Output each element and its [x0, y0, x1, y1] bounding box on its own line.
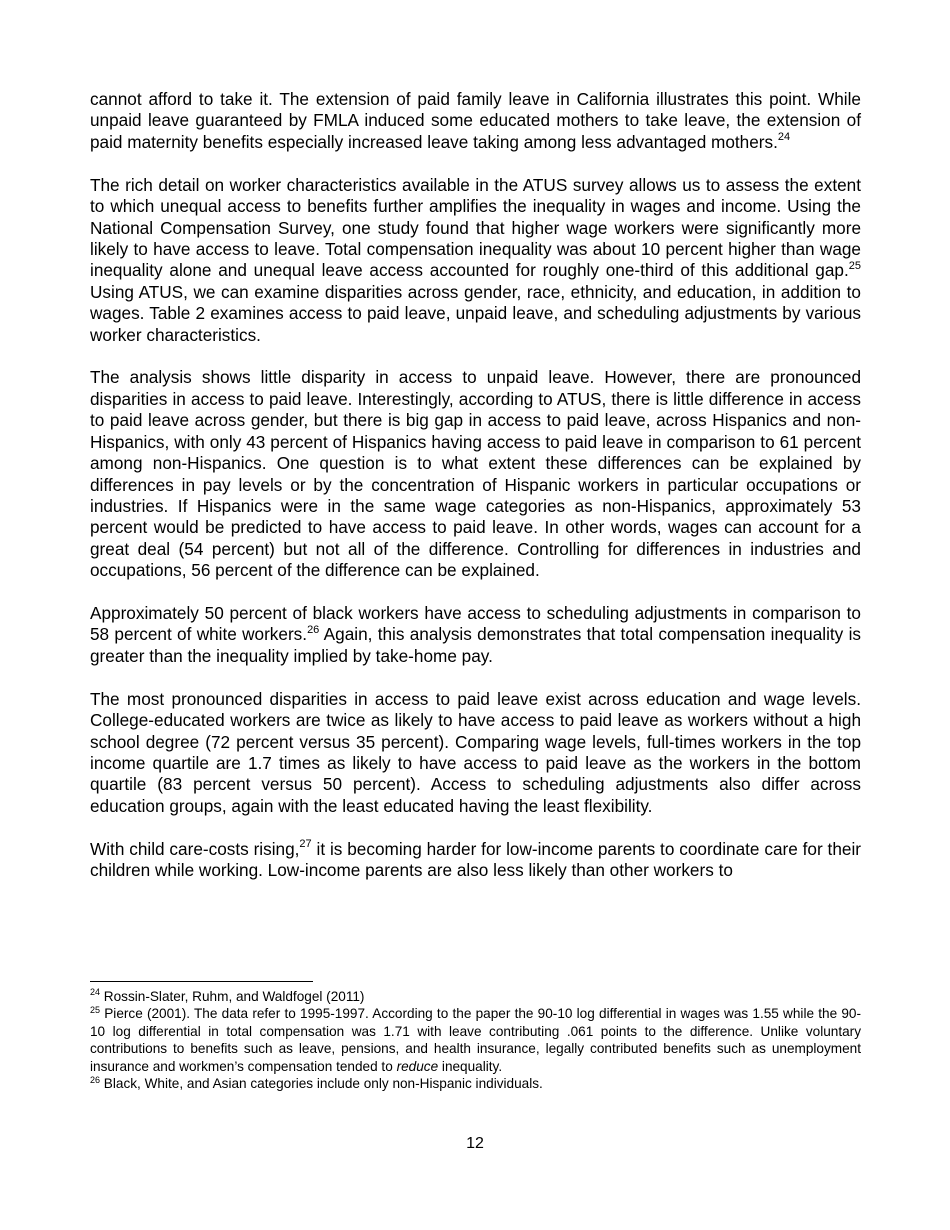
footnote-text: Black, White, and Asian categories include only non-Hispanic individuals. — [100, 1076, 543, 1092]
paragraph-text: Approximately 50 percent of black workers have access to scheduling adjustments in comparison to 58 percent of white workers. — [90, 603, 861, 645]
paragraph — [90, 89, 861, 153]
document-body — [90, 89, 861, 903]
paragraph — [90, 689, 861, 817]
footnote-text: Pierce (2001). The data refer to 1995-1997. According to the paper the 90-10 log differential in wages was 1.55 while the 90-10 log differential in total compensation was 1.71 with leave contributing .061 points to the difference. Unlike voluntary contributions to benefits such as leave, pensions, and health insurance, legally contributed benefits such as unemployment insurance and workmen’s compensation tended to — [90, 1006, 861, 1074]
paragraph — [90, 603, 861, 667]
footnote — [90, 1005, 861, 1075]
footnote — [90, 1075, 861, 1092]
footnote-ref[interactable]: 26 — [307, 623, 320, 636]
footnote-separator — [90, 981, 313, 982]
footnote-number: 26 — [90, 1074, 101, 1085]
paragraph-text: The analysis shows little disparity in access to unpaid leave. However, there are pronounced disparities in access to paid leave. Interestingly, according to ATUS, there is little difference in access to paid leave across gender, but there is big gap in access to paid leave, across Hispanics and non-Hispanics, with only 43 percent of Hispanics having access to paid leave in comparison to 61 percent among non-Hispanics. One question is to what extent these differences can be explained by differences in pay levels or by the concentration of Hispanic workers in particular occupations or industries. If Hispanics were in the same wage categories as non-Hispanics, approximately 53 percent would be predicted to have access to paid leave. In other words, wages can account for a great deal (54 percent) but not all of the difference. Controlling for differences in industries and occupations, 56 percent of the difference can be explained. — [90, 367, 861, 581]
paragraph — [90, 367, 861, 581]
footnote-ref[interactable]: 24 — [777, 131, 791, 144]
footnotes — [90, 988, 861, 1092]
paragraph-text: Again, this analysis demonstrates that total compensation inequality is greater than the inequality implied by take-home pay. — [90, 624, 861, 666]
footnote-text: Rossin-Slater, Ruhm, and Waldfogel (2011) — [100, 989, 365, 1004]
paragraph-text: it is becoming harder for low-income parents to coordinate care for their children while working. Low-income parents are also less likely than other workers to — [90, 838, 861, 881]
footnote-number: 24 — [90, 987, 101, 998]
footnote — [90, 988, 861, 1005]
footnote-ref[interactable]: 25 — [848, 259, 861, 272]
paragraph-text: Using ATUS, we can examine disparities across gender, race, ethnicity, and education, in addition to wages. Table 2 examines access to paid leave, unpaid leave, and scheduling adjustments by various worker characteristics. — [90, 281, 861, 345]
paragraph — [90, 839, 861, 882]
paragraph-text: The rich detail on worker characteristics available in the ATUS survey allows us to assess the extent to which unequal access to benefits further amplifies the inequality in wages and income. Using the National Compensation Survey, one study found that higher wage workers were significantly more likely to have access to leave. Total compensation inequality was about 10 percent higher than wage inequality alone and unequal leave access accounted for roughly one-third of this additional gap. — [90, 174, 861, 281]
paragraph-text: The most pronounced disparities in access to paid leave exist across education and wage levels. College-educated workers are twice as likely to have access to paid leave as workers without a high school degree (72 percent versus 35 percent). Comparing wage levels, full-times workers in the top income quartile are 1.7 times as likely to have access to paid leave as the workers in the bottom quartile (83 percent versus 50 percent). Access to scheduling adjustments also differ across education groups, again with the least educated having the least flexibility. — [90, 688, 861, 816]
paragraph-text: cannot afford to take it. The extension of paid family leave in California illustrates this point. While unpaid leave guaranteed by FMLA induced some educated mothers to take leave, the extension of paid maternity benefits especially increased leave taking among less advantaged mothers. — [90, 89, 861, 152]
page-number: 12 — [466, 1135, 484, 1152]
paragraph — [90, 175, 861, 346]
paragraph-text: With child care-costs rising, — [90, 838, 300, 859]
footnote-text: inequality. — [438, 1058, 503, 1074]
footnote-number: 25 — [90, 1004, 101, 1015]
footnote-ref[interactable]: 27 — [299, 837, 312, 850]
footnote-emphasis: reduce — [396, 1058, 439, 1074]
